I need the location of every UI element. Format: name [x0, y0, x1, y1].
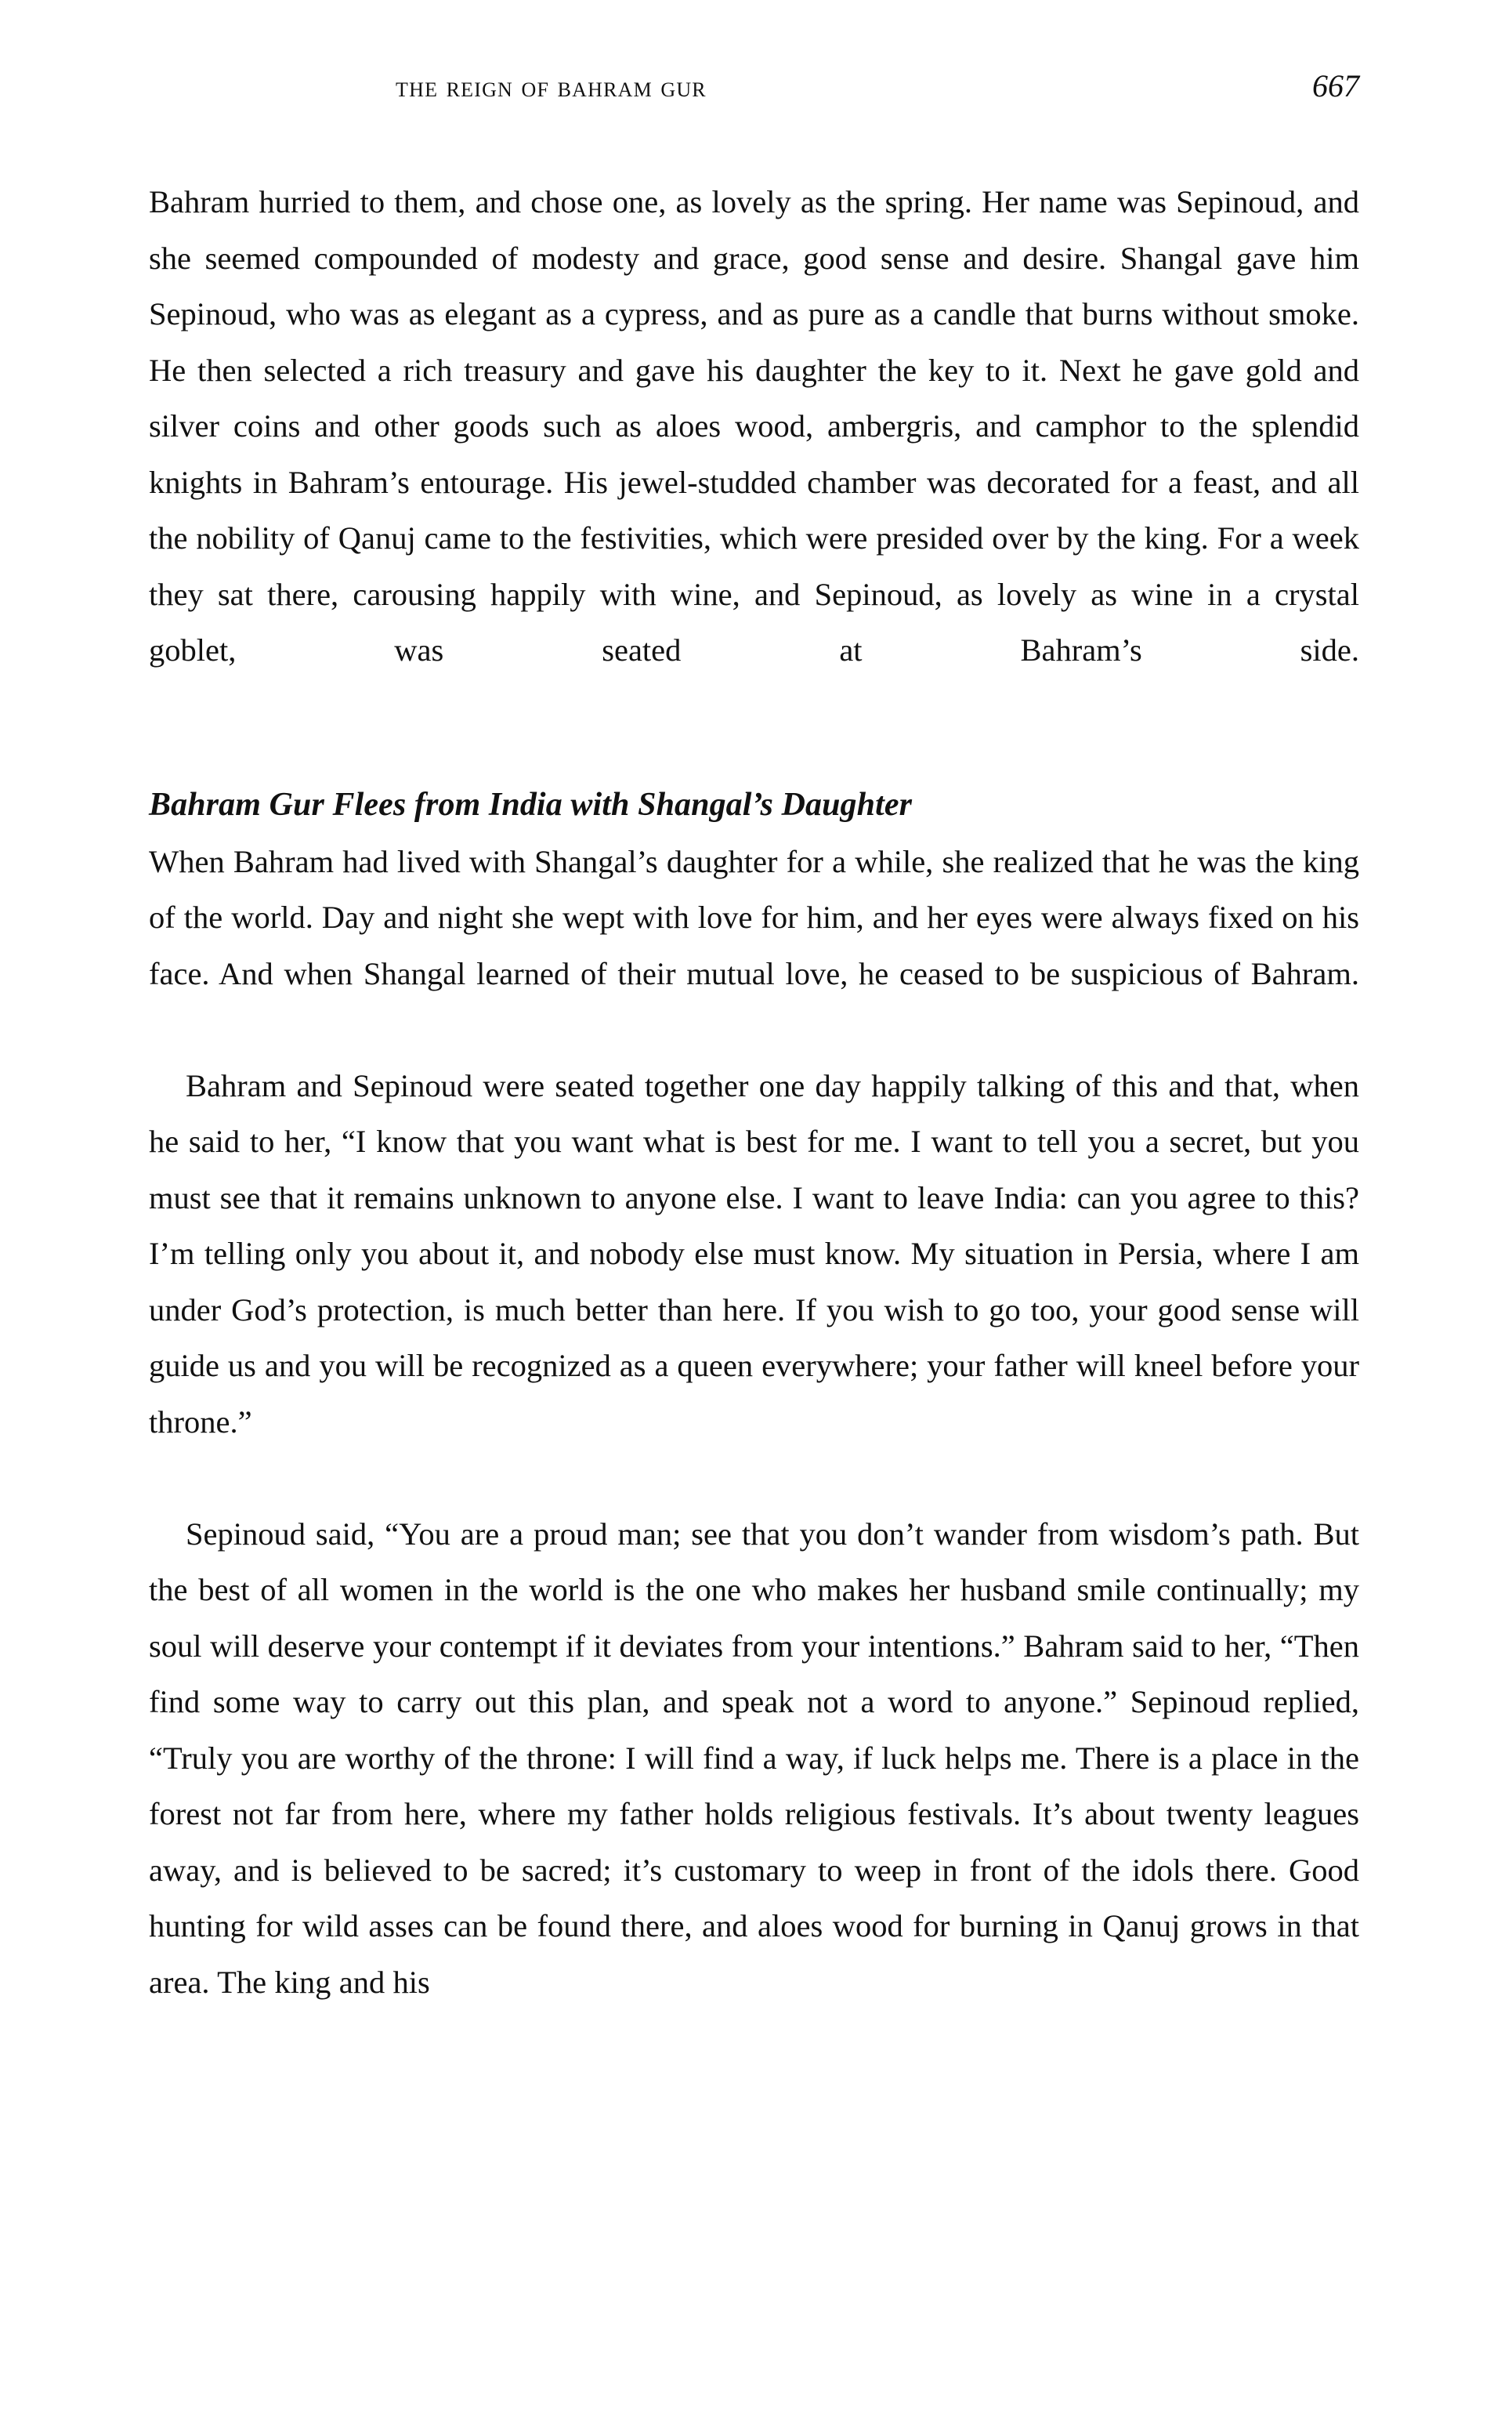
running-head [149, 67, 1359, 114]
paragraph-sepinoud-said: Sepinoud said, “You are a proud man; see that you don’t wander from wisdom’s path. But the best of all women in the world is the one who makes her husband smile continually; my soul will deserve your contempt if it deviates from your intentions.” Bahram said to her, “Then find some way to carry out this plan, and speak not a word to anyone.” Sepinoud replied, “Truly you are worthy of the throne: I will find a way, if luck helps me. There is a place in the forest not far from here, where my father holds religious festivals. It’s about twenty leagues away, and is believed to be sacred; it’s customary to weep in front of the idols there. Good hunting for wild asses can be found there, and aloes wood for burning in Qanuj grows in that area. The king and his [149, 1516, 1359, 2000]
section-heading: Bahram Gur Flees from India with Shangal’s Daughter [149, 787, 913, 823]
paragraph-opening: Bahram hurried to them, and chose one, as lovely as the spring. Her name was Sepinoud, and she seemed compounded of modesty and grace, good sense and desire. Shangal gave him Sepinoud, who was as elegant as a cypress, and as pure as a candle that burns without smoke. He then selected a rich treasury and gave his daughter the key to it. Next he gave gold and silver coins and other goods such as aloes wood, ambergris, and camphor to the splendid knights in Bahram’s entourage. His jewel-studded chamber was decorated for a feast, and all the nobility of Qanuj came to the festivities, which were presided over by the king. For a week they sat there, carousing happily with wine, and Sepinoud, as lovely as wine in a crystal goblet, was seated at Bahram’s side. [149, 184, 1359, 668]
running-head-title: the reign of bahram gur [396, 71, 707, 103]
paragraph-when-bahram: When Bahram had lived with Shangal’s daughter for a while, she realized that he was the king of the world. Day and night she wept with love for him, and her eyes were always fixed on his face. And when Shangal learned of their mutual love, he ceased to be suspicious of Bahram. [149, 843, 1359, 991]
text-block [149, 174, 1359, 2010]
page-number: 667 [1312, 68, 1359, 103]
heading-spacer [149, 734, 1359, 777]
paragraph-bahram-and-sepinoud: Bahram and Sepinoud were seated together one day happily talking of this and that, when he said to her, “I know that you want what is best for me. I want to tell you a secret, but you must see that it remains unknown to anyone else. I want to leave India: can you agree to this? I’m telling only you about it, and nobody else must know. My situation in Persia, where I am under God’s protection, is much better than here. If you wish to go too, your good sense will guide us and you will be recognized as a queen everywhere; your father will kneel before your throne.” [149, 1067, 1359, 1440]
